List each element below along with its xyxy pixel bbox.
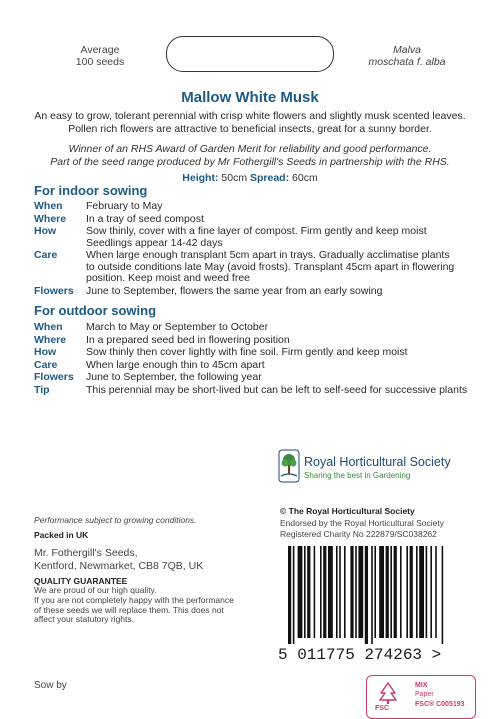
- indoor-value-line: to outside conditions late May (avoid frosts). Transplant 45cm apart in flowering: [86, 260, 455, 273]
- guarantee-line3: of these seeds we will replace them. This does not: [34, 604, 224, 615]
- spread-label: Spread:: [250, 172, 290, 184]
- rhs-endorsed: Endorsed by the Royal Horticultural Society: [280, 518, 444, 528]
- barcode-bar: [314, 546, 316, 638]
- indoor-value-line: Sow thinly, cover with a fine layer of compost. Firm gently and keep moist: [86, 225, 427, 237]
- barcode-bar: [410, 546, 413, 638]
- indoor-value-line: June to September, flowers the same year from an early sowing: [86, 284, 383, 297]
- barcode-bar: [307, 546, 310, 638]
- outdoor-key: When: [34, 321, 63, 333]
- indoor-value: [86, 201, 454, 214]
- outdoor-value-line: When large enough thin to 45cm apart: [86, 358, 265, 371]
- outdoor-value-line: Sow thinly then cover lightly with fine soil. Firm gently and keep moist: [86, 346, 408, 358]
- merit-line2: Part of the seed range produced by Mr Fothergill's Seeds in partnership with the RHS.: [50, 155, 450, 168]
- barcode-bar: [416, 546, 418, 638]
- blank-label-oval: [166, 36, 334, 72]
- outdoor-value-line: In a prepared seed bed in flowering position: [86, 333, 290, 346]
- outdoor-row-tip: [34, 385, 467, 398]
- rhs-copyright: © The Royal Horticultural Society: [280, 506, 415, 516]
- performance-note: Performance subject to growing conditions.: [34, 515, 197, 525]
- indoor-value: [86, 226, 454, 250]
- outdoor-value-line: June to September, the following year: [86, 371, 262, 383]
- guarantee-line4: affect your statutory rights.: [34, 614, 134, 625]
- indoor-sowing-title: For indoor sowing: [34, 183, 148, 198]
- barcode-bar: [344, 546, 346, 638]
- guarantee-line2: If you are not completely happy with the performance: [34, 594, 234, 605]
- barcode-bar: [400, 546, 402, 638]
- barcode-bars: [278, 546, 478, 644]
- outdoor-key: Where: [34, 333, 67, 346]
- height-label: Height:: [182, 172, 219, 184]
- indoor-value-line: In a tray of seed compost: [86, 212, 204, 225]
- supplier-address: [34, 547, 203, 572]
- indoor-key: How: [34, 225, 57, 237]
- barcode-bar: [298, 546, 303, 638]
- barcode-digits: 5 011775 274263 >: [278, 646, 442, 664]
- barcode-bar: [390, 546, 392, 638]
- indoor-sowing-table: [34, 201, 454, 298]
- merit-text: [22, 143, 478, 168]
- outdoor-sowing-table: [34, 322, 467, 397]
- barcode-bar: [371, 546, 373, 644]
- indoor-value-line: February to May: [86, 200, 163, 212]
- barcode-bar: [430, 546, 432, 638]
- rhs-name: Royal Horticultural Society: [304, 455, 451, 469]
- barcode-bar: [328, 546, 333, 638]
- barcode-bar: [355, 546, 357, 638]
- outdoor-value: [86, 347, 467, 360]
- indoor-key: Flowers: [34, 284, 74, 297]
- outdoor-row-flowers: [34, 372, 467, 385]
- barcode-bar: [426, 546, 428, 638]
- rhs-tree-icon: [278, 449, 300, 483]
- guarantee-line1: We are proud of our high quality.: [34, 585, 157, 595]
- fsc-tree-icon: [377, 681, 399, 705]
- fsc-paper: Paper: [415, 691, 434, 698]
- outdoor-row-how: [34, 347, 467, 360]
- barcode-bar: [350, 546, 353, 638]
- indoor-row-care: [34, 250, 454, 286]
- barcode-bar: [288, 546, 291, 644]
- barcode-bar: [386, 546, 389, 638]
- barcode-bar: [419, 546, 424, 638]
- barcode-bar: [435, 546, 437, 638]
- barcode-bar: [293, 546, 295, 644]
- merit-line1: Winner of an RHS Award of Garden Merit for reliability and good performance.: [68, 143, 432, 155]
- barcode-bar: [339, 546, 341, 638]
- barcode-bar: [304, 546, 306, 638]
- fsc-mix: MIX: [415, 682, 428, 689]
- height-value: 50cm: [221, 172, 248, 184]
- outdoor-value: [86, 372, 467, 385]
- botanical-name-line2: moschata f. alba: [368, 56, 446, 68]
- sow-by-label: Sow by: [34, 680, 67, 691]
- outdoor-sowing-title: For outdoor sowing: [34, 303, 157, 318]
- indoor-value-line: position. Keep moist and weed free: [86, 272, 251, 284]
- indoor-key: Care: [34, 249, 58, 261]
- outdoor-value: [86, 385, 467, 398]
- fsc-badge: [366, 675, 476, 719]
- fsc-code: FSC® C005193: [415, 701, 465, 708]
- outdoor-value: [86, 322, 467, 335]
- indoor-value-line: Seedlings appear 14-42 days: [86, 236, 223, 249]
- barcode-bar: [394, 546, 397, 638]
- quality-guarantee-text: [34, 586, 234, 625]
- rhs-tagline: Sharing the best in Gardening: [304, 471, 411, 480]
- indoor-key: Where: [34, 212, 67, 225]
- product-title: Mallow White Musk: [181, 89, 319, 106]
- product-description: [22, 110, 478, 135]
- seed-quantity-line2: 100 seeds: [75, 56, 125, 68]
- barcode-bar: [336, 546, 338, 638]
- indoor-key: When: [34, 200, 63, 212]
- barcode-bar: [323, 546, 326, 638]
- barcode-bar: [374, 546, 376, 638]
- barcode-bar: [379, 546, 384, 638]
- seed-quantity: [50, 44, 150, 68]
- indoor-value: [86, 250, 454, 286]
- quality-guarantee-title: QUALITY GUARANTEE: [34, 576, 128, 586]
- barcode-bar: [365, 546, 368, 644]
- outdoor-key: Tip: [34, 383, 50, 396]
- barcode-bar: [406, 546, 408, 638]
- outdoor-key: How: [34, 346, 57, 358]
- description-line1: An easy to grow, tolerant perennial with crisp white flowers and slightly musk scented leaves.: [34, 110, 466, 122]
- indoor-value-line: When large enough transplant 5cm apart in trays. Gradually acclimatise plants: [86, 249, 450, 261]
- spread-value: 60cm: [292, 172, 318, 184]
- address-line2: Kentford, Newmarket, CB8 7QB, UK: [34, 559, 204, 572]
- packed-in: Packed in UK: [34, 530, 89, 540]
- botanical-name-line1: Malva: [392, 44, 421, 56]
- indoor-value: [86, 286, 454, 299]
- outdoor-value-line: March to May or September to October: [86, 321, 269, 333]
- indoor-row-when: [34, 201, 454, 214]
- outdoor-key: Flowers: [34, 371, 74, 383]
- seed-quantity-line1: Average: [80, 44, 120, 56]
- barcode: [278, 546, 478, 664]
- address-line1: Mr. Fothergill's Seeds,: [34, 547, 138, 559]
- fsc-word: FSC: [375, 705, 389, 712]
- botanical-name: [352, 44, 462, 68]
- barcode-bar: [442, 546, 444, 644]
- description-line2: Pollen rich flowers are attractive to beneficial insects, great for a sunny border.: [68, 122, 432, 135]
- outdoor-row-when: [34, 322, 467, 335]
- rhs-charity: Registered Charity No 222879/SC038262: [280, 529, 437, 539]
- indoor-row-flowers: [34, 286, 454, 299]
- outdoor-key: Care: [34, 358, 58, 371]
- indoor-row-how: [34, 226, 454, 250]
- barcode-bar: [320, 546, 322, 638]
- rhs-logo: [278, 449, 468, 485]
- barcode-bar: [358, 546, 363, 638]
- outdoor-value-line: This perennial may be short-lived but can be left to self-seed for successive plants: [86, 383, 468, 396]
